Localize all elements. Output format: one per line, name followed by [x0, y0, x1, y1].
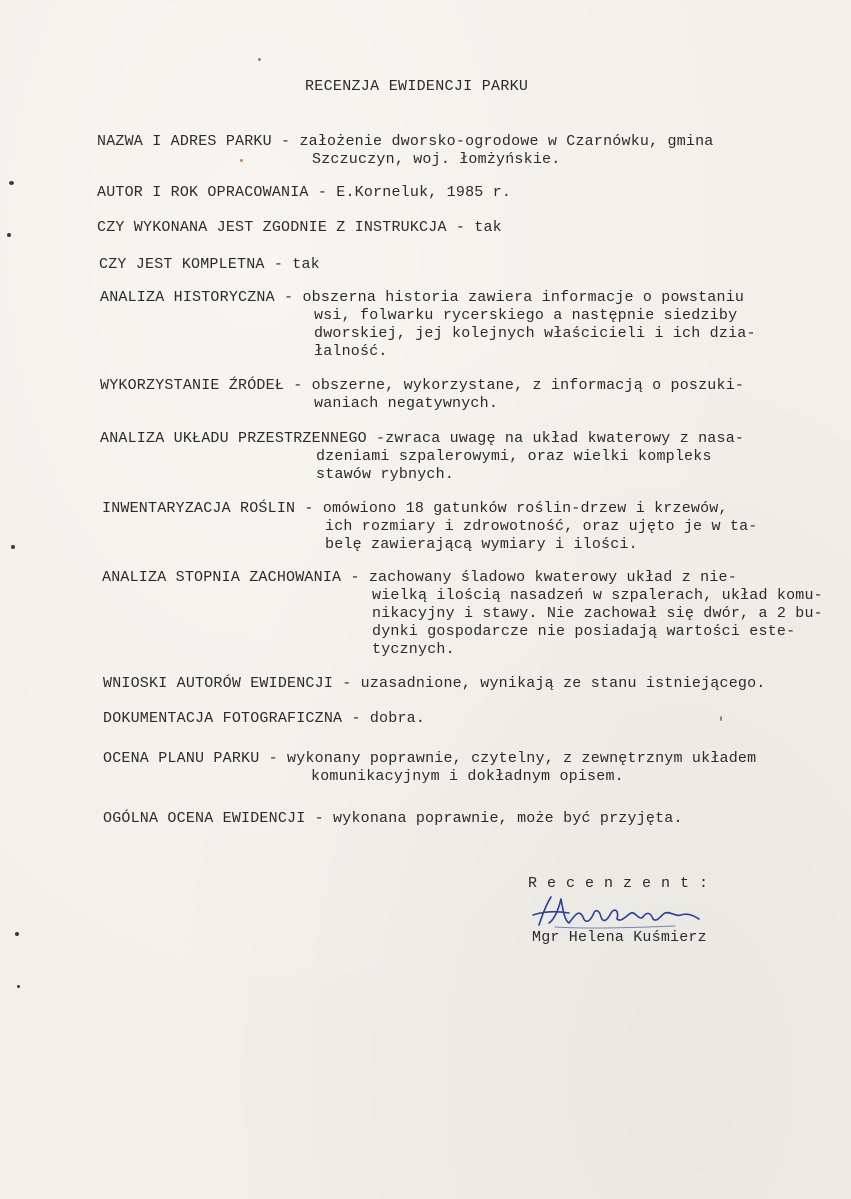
section-text-continued: dynki gospodarcze nie posiadają wartości este- — [372, 623, 796, 640]
section-line — [97, 133, 714, 151]
section-text: zwraca uwagę na układ kwaterowy z nasa- — [385, 430, 745, 447]
section-line — [103, 710, 425, 728]
signature — [525, 893, 715, 933]
section-text: obszerna historia zawiera informacje o powstaniu — [302, 289, 745, 306]
section-text-continued: stawów rybnych. — [316, 466, 455, 483]
section-text-continued: tycznych. — [372, 641, 455, 658]
section-text: założenie dworsko-ogrodowe w Czarnówku, gmina — [299, 133, 714, 150]
section-separator: - — [308, 184, 337, 201]
margin-speck — [17, 985, 20, 988]
section-separator: - — [274, 289, 303, 306]
section-line — [103, 750, 756, 768]
section-label: OGÓLNA OCENA EWIDENCJI — [103, 810, 306, 827]
reviewer-heading: R e c e n z e n t : — [528, 875, 709, 892]
section-line — [103, 810, 683, 828]
section-separator: - — [333, 675, 361, 692]
section-label: ANALIZA STOPNIA ZACHOWANIA — [102, 569, 342, 586]
margin-speck — [15, 932, 19, 936]
reviewer-name: Mgr Helena Kuśmierz — [532, 929, 707, 946]
section-text-continued: Szczuczyn, woj. łomżyńskie. — [312, 151, 561, 168]
section-text: wykonany poprawnie, czytelny, z zewnętrznym układem — [287, 750, 757, 767]
section-text: uzasadnione, wynikają ze stanu istniejącego. — [360, 675, 766, 692]
section-text-continued: łalność. — [314, 343, 388, 360]
section-separator: - — [271, 133, 300, 150]
section-text-continued: waniach negatywnych. — [314, 395, 499, 412]
paper-speck — [258, 58, 261, 61]
section-line — [100, 430, 744, 448]
document-title: RECENZJA EWIDENCJI PARKU — [305, 78, 529, 95]
section-line — [102, 500, 728, 518]
section-text-continued: nikacyjny i stawy. Nie zachował się dwór, a 2 bu- — [372, 605, 823, 622]
section-text-continued: wsi, folwarku rycerskiego a następnie siedziby — [314, 307, 738, 324]
section-text: tak — [474, 219, 502, 236]
section-separator: - — [305, 810, 334, 827]
section-line — [102, 569, 737, 587]
section-text-continued: ich rozmiary i zdrowotność, oraz ujęto je w ta- — [325, 518, 758, 535]
section-text-continued: wielką ilością nasadzeń w szpalerach, układ komu- — [372, 587, 823, 604]
paper-speck — [720, 716, 722, 721]
section-text-continued: belę zawierającą wymiary i ilości. — [325, 536, 638, 553]
section-separator: - — [264, 256, 293, 273]
section-line — [99, 256, 320, 274]
margin-speck — [9, 181, 14, 185]
section-text-continued: dzeniami szpalerowymi, oraz wielki kompleks — [316, 448, 712, 465]
section-separator: - — [259, 750, 288, 767]
section-separator: - — [342, 710, 370, 727]
section-line — [100, 289, 744, 307]
section-label: CZY JEST KOMPLETNA — [99, 256, 265, 273]
section-text-continued: dworskiej, jej kolejnych właścicieli i ich dzia- — [314, 325, 756, 342]
section-line — [97, 184, 511, 202]
section-separator: - — [341, 569, 369, 586]
section-text: omówiono 18 gatunków roślin-drzew i krzewów, — [322, 500, 728, 517]
section-label: DOKUMENTACJA FOTOGRAFICZNA — [103, 710, 343, 727]
section-label: WNIOSKI AUTORÓW EWIDENCJI — [103, 675, 334, 692]
section-line — [100, 377, 744, 395]
section-text: tak — [292, 256, 320, 273]
section-text: wykonana poprawnie, może być przyjęta. — [333, 810, 683, 827]
section-separator: - — [366, 430, 386, 447]
section-label: ANALIZA HISTORYCZNA — [100, 289, 275, 306]
section-line — [103, 675, 766, 693]
section-label: OCENA PLANU PARKU — [103, 750, 260, 767]
section-label: INWENTARYZACJA ROŚLIN — [102, 500, 296, 517]
section-label: NAZWA I ADRES PARKU — [97, 133, 272, 150]
section-text: E.Korneluk, 1985 r. — [336, 184, 512, 201]
margin-speck — [11, 545, 15, 549]
section-label: ANALIZA UKŁADU PRZESTRZENNEGO — [100, 430, 367, 447]
section-separator: - — [284, 377, 312, 394]
section-label: AUTOR I ROK OPRACOWANIA — [97, 184, 309, 201]
section-text-continued: komunikacyjnym i dokładnym opisem. — [311, 768, 624, 785]
paper-speck — [240, 159, 243, 162]
margin-speck — [7, 233, 11, 237]
section-separator: - — [446, 219, 475, 236]
section-text: obszerne, wykorzystane, z informacją o poszuki- — [311, 377, 745, 394]
section-label: CZY WYKONANA JEST ZGODNIE Z INSTRUKCJA — [97, 219, 447, 236]
section-separator: - — [295, 500, 323, 517]
section-text: dobra. — [369, 710, 426, 727]
section-text: zachowany śladowo kwaterowy układ z nie- — [368, 569, 737, 586]
section-label: WYKORZYSTANIE ŹRÓDEŁ — [100, 377, 285, 394]
section-line — [97, 219, 502, 237]
